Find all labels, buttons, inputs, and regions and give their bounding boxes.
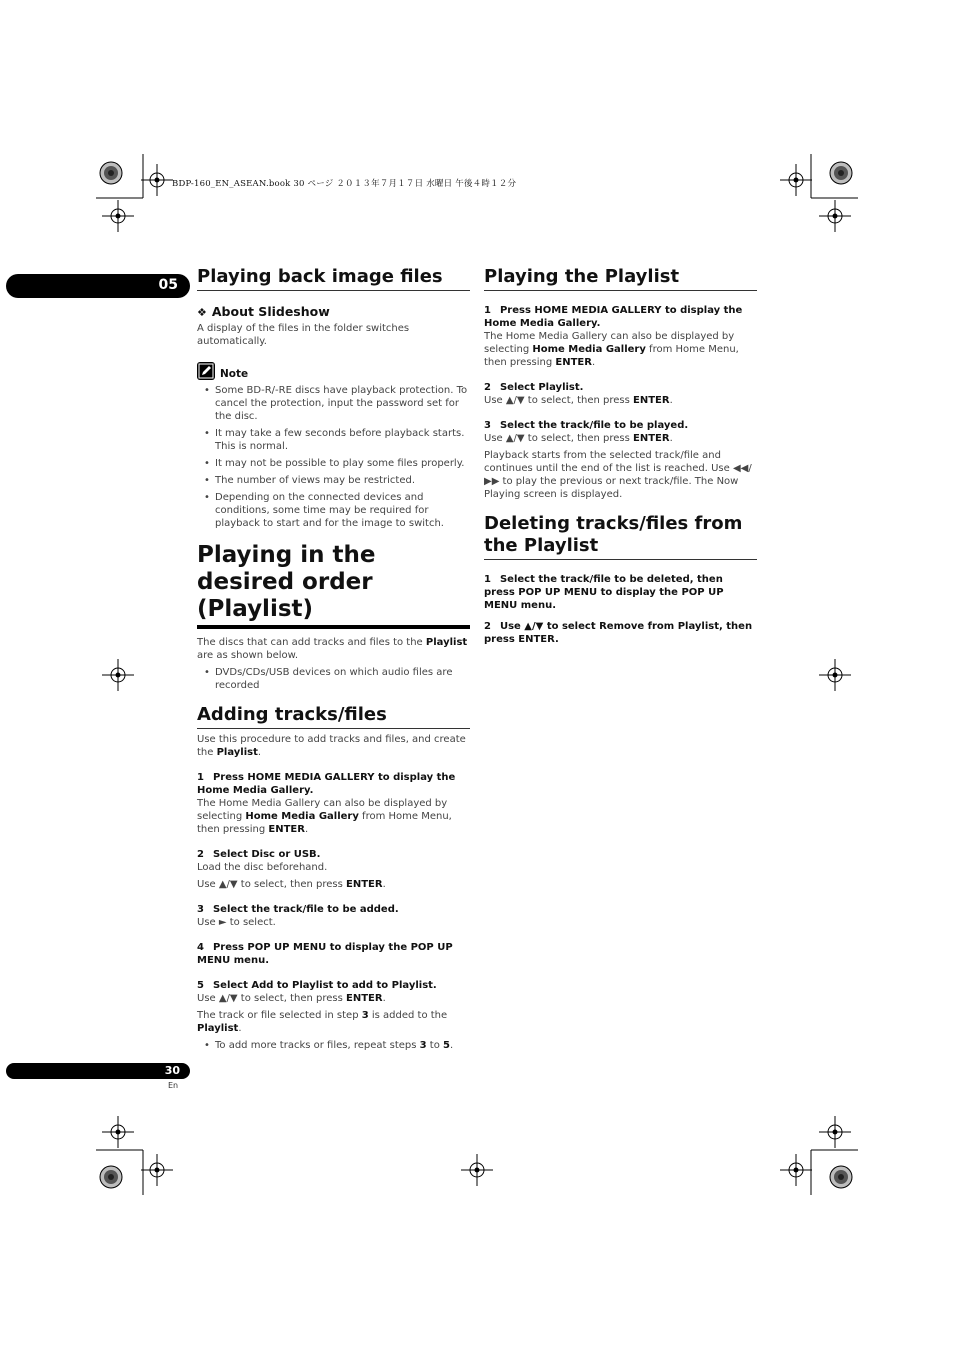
playing-step-3-text: Use ▲/▼ to select, then press ENTER.: [484, 433, 673, 444]
note-item: • It may take a few seconds before playback starts. This is normal.: [197, 427, 470, 453]
playing-step-1: 1 Press HOME MEDIA GALLERY to display the Home Media Gallery.: [484, 305, 743, 329]
playing-step-2: 2 Select Playlist.: [484, 382, 584, 393]
list-item: • To add more tracks or files, repeat steps 3 to 5.: [197, 1039, 470, 1052]
adding-step-5-list: [197, 1039, 470, 1052]
note-header: [197, 362, 470, 380]
adding-step-5: 5 Select Add to Playlist to add to Playlist.: [197, 980, 437, 991]
note-item: • Some BD-R/-RE discs have playback protection. To cancel the protection, input the password set for the disc.: [197, 384, 470, 423]
playlist-intro-list: [197, 666, 470, 692]
chapter-tab: [6, 274, 190, 298]
adding-step-1-text: The Home Media Gallery can also be displayed by selecting Home Media Gallery from Home Menu, then pressing ENTER.: [197, 798, 452, 835]
left-column: [197, 266, 470, 1052]
diamond-icon: ❖: [197, 306, 207, 319]
playing-step-2-text: Use ▲/▼ to select, then press ENTER.: [484, 395, 673, 406]
adding-step-4: 4 Press POP UP MENU to display the POP UP MENU menu.: [197, 942, 453, 966]
playing-step-3: 3 Select the track/file to be played.: [484, 420, 689, 431]
right-column: [484, 266, 757, 646]
slideshow-heading: ❖ About Slideshow: [197, 304, 330, 319]
playlist-intro: The discs that can add tracks and files to the Playlist are as shown below.: [197, 637, 468, 661]
adding-step-2: 2 Select Disc or USB.: [197, 849, 321, 860]
section-title-adding: Adding tracks/files: [197, 704, 470, 729]
slideshow-text: A display of the files in the folder switches automatically.: [197, 323, 410, 347]
page-number: 30: [164, 1064, 180, 1077]
page-language: En: [168, 1081, 179, 1090]
adding-step-2-text: Load the disc beforehand.: [197, 862, 328, 873]
deleting-step-2: 2 Use ▲/▼ to select Remove from Playlist, then press ENTER.: [484, 621, 753, 645]
adding-step-1: 1 Press HOME MEDIA GALLERY to display the Home Media Gallery.: [197, 772, 456, 796]
adding-step-5-text: Use ▲/▼ to select, then press ENTER.: [197, 993, 386, 1004]
section-title-image-files: Playing back image files: [197, 266, 470, 291]
section-title-deleting: Deleting tracks/files from the Playlist: [484, 513, 757, 560]
playing-step-3-text-2: Playback starts from the selected track/file and continues until the end of the list is reached. Use ◀◀/▶▶ to play the previous or next track/file. The Now Playing screen is displayed.: [484, 450, 752, 500]
adding-step-3: 3 Select the track/file to be added.: [197, 904, 399, 915]
section-title-playing-playlist: Playing the Playlist: [484, 266, 757, 291]
note-list: [197, 384, 470, 530]
playing-step-1-text: The Home Media Gallery can also be displayed by selecting Home Media Gallery from Home Menu, then pressing ENTER.: [484, 331, 739, 368]
page-number-tab: [6, 1063, 190, 1079]
pencil-note-icon: [197, 362, 215, 380]
note-label: Note: [220, 368, 249, 380]
adding-step-2-text-2: Use ▲/▼ to select, then press ENTER.: [197, 879, 386, 890]
print-header: BDP-160_EN_ASEAN.book 30 ページ ２０１３年７月１７日 水曜日 午後４時１２分: [172, 179, 517, 189]
note-item: • It may not be possible to play some files properly.: [197, 457, 470, 470]
playlist-chapter-title: Playing in the desired order (Playlist): [197, 542, 470, 629]
deleting-step-1: 1 Select the track/file to be deleted, then press POP UP MENU to display the POP UP MENU menu.: [484, 574, 724, 611]
note-item: • Depending on the connected devices and conditions, some time may be required for playback to start and for the image to switch.: [197, 491, 470, 530]
adding-step-5-text-2: The track or file selected in step 3 is added to the Playlist.: [197, 1010, 448, 1034]
note-item: • The number of views may be restricted.: [197, 474, 470, 487]
adding-step-3-text: Use ► to select.: [197, 917, 276, 928]
adding-intro: Use this procedure to add tracks and files, and create the Playlist.: [197, 734, 466, 758]
chapter-number: 05: [158, 277, 178, 293]
list-item: • DVDs/CDs/USB devices on which audio files are recorded: [197, 666, 470, 692]
